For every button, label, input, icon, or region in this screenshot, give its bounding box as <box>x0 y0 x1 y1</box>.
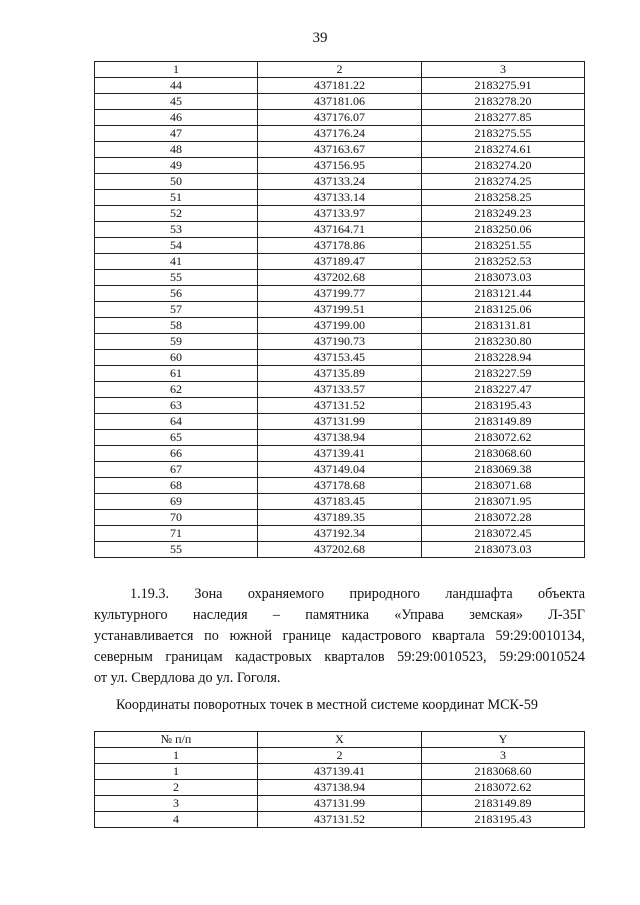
table-cell: 2183072.62 <box>422 780 585 796</box>
table-row <box>95 764 585 780</box>
table-cell: 69 <box>95 494 258 510</box>
table-cell: 2183277.85 <box>422 110 585 126</box>
table-row <box>95 190 585 206</box>
table-cell: 437138.94 <box>258 780 422 796</box>
table-cell: 437176.24 <box>258 126 422 142</box>
table-row <box>95 462 585 478</box>
table-cell: 1 <box>95 764 258 780</box>
table-cell: 2183195.43 <box>422 812 585 828</box>
table-cell: 47 <box>95 126 258 142</box>
table-row <box>95 206 585 222</box>
table-cell: 1 <box>95 748 258 764</box>
paragraph-line: северным границам кадастровых кварталов 59:29:0010523, 59:29:0010524 <box>94 649 585 665</box>
table-row <box>95 446 585 462</box>
table-cell: 41 <box>95 254 258 270</box>
table-row <box>95 334 585 350</box>
table-cell: 437135.89 <box>258 366 422 382</box>
table-row <box>95 366 585 382</box>
table-cell: 55 <box>95 542 258 558</box>
table-cell: 437189.47 <box>258 254 422 270</box>
table-cell: 45 <box>95 94 258 110</box>
table-cell: 2183069.38 <box>422 462 585 478</box>
table-cell: 2183230.80 <box>422 334 585 350</box>
table-cell: 2183072.62 <box>422 430 585 446</box>
table-cell: 63 <box>95 398 258 414</box>
table-cell: 437189.35 <box>258 510 422 526</box>
table-cell: 437183.45 <box>258 494 422 510</box>
table-cell: 51 <box>95 190 258 206</box>
table-cell: 2183258.25 <box>422 190 585 206</box>
table-row <box>95 510 585 526</box>
table-cell: 1 <box>95 62 258 78</box>
table-cell: 437131.52 <box>258 398 422 414</box>
table-cell: 57 <box>95 302 258 318</box>
table-cell: 2183073.03 <box>422 270 585 286</box>
table-cell: 437156.95 <box>258 158 422 174</box>
table-cell: 437176.07 <box>258 110 422 126</box>
table-row <box>95 222 585 238</box>
table-cell: 2183275.91 <box>422 78 585 94</box>
table-cell: 2183149.89 <box>422 796 585 812</box>
table-cell: 437199.77 <box>258 286 422 302</box>
table-cell: 2183131.81 <box>422 318 585 334</box>
table-row <box>95 430 585 446</box>
section-paragraph <box>94 584 585 689</box>
table-cell: 2183249.23 <box>422 206 585 222</box>
table-cell: 437190.73 <box>258 334 422 350</box>
paragraph-line: 1.19.3. Зона охраняемого природного ландшафта объекта <box>130 586 585 602</box>
table-row <box>95 174 585 190</box>
table-cell: 62 <box>95 382 258 398</box>
table-cell: 2183227.47 <box>422 382 585 398</box>
table-cell: 3 <box>422 748 585 764</box>
table-row <box>95 796 585 812</box>
table-cell: 437131.52 <box>258 812 422 828</box>
coordinates-table <box>94 731 585 828</box>
table-cell: 2 <box>258 62 422 78</box>
paragraph-line: культурного наследия – памятника «Управа земская» Л-35Г <box>94 607 585 623</box>
table-cell: 2183071.95 <box>422 494 585 510</box>
table-cell: 66 <box>95 446 258 462</box>
table-cell: 2183274.25 <box>422 174 585 190</box>
table-cell: 437178.86 <box>258 238 422 254</box>
table-cell: X <box>258 732 422 748</box>
table-cell: 2183149.89 <box>422 414 585 430</box>
table-row <box>95 398 585 414</box>
table-cell: 2183278.20 <box>422 94 585 110</box>
page-number: 39 <box>312 30 328 46</box>
table-cell: 65 <box>95 430 258 446</box>
table-cell: 437178.68 <box>258 478 422 494</box>
table-row <box>95 812 585 828</box>
table-header-row <box>95 732 585 748</box>
table-row <box>95 414 585 430</box>
table-row <box>95 478 585 494</box>
table-cell: 437181.06 <box>258 94 422 110</box>
table-cell: 68 <box>95 478 258 494</box>
table-row <box>95 542 585 558</box>
table-cell: 2183228.94 <box>422 350 585 366</box>
paragraph-line: устанавливается по южной границе кадастрового квартала 59:29:0010134, <box>94 628 585 644</box>
table-row <box>95 382 585 398</box>
table-row <box>95 302 585 318</box>
table-cell: 437139.41 <box>258 764 422 780</box>
table-cell: 437133.57 <box>258 382 422 398</box>
table-cell: 2183274.20 <box>422 158 585 174</box>
table-cell: 44 <box>95 78 258 94</box>
table-row <box>95 286 585 302</box>
table-row <box>95 110 585 126</box>
table-cell: 2183068.60 <box>422 446 585 462</box>
table-row <box>95 526 585 542</box>
table-cell: 437133.14 <box>258 190 422 206</box>
table-cell: 61 <box>95 366 258 382</box>
table-row <box>95 142 585 158</box>
table-cell: 437164.71 <box>258 222 422 238</box>
table-cell: 59 <box>95 334 258 350</box>
table-cell: 437149.04 <box>258 462 422 478</box>
table-row <box>95 318 585 334</box>
table-cell: 53 <box>95 222 258 238</box>
table-cell: 70 <box>95 510 258 526</box>
table-cell: 2 <box>95 780 258 796</box>
table-cell: 55 <box>95 270 258 286</box>
table-cell: № п/п <box>95 732 258 748</box>
table-cell: 49 <box>95 158 258 174</box>
paragraph-line: от ул. Свердлова до ул. Гоголя. <box>94 670 281 686</box>
table-cell: 60 <box>95 350 258 366</box>
table-cell: 52 <box>95 206 258 222</box>
table-cell: 2183275.55 <box>422 126 585 142</box>
table-cell: 56 <box>95 286 258 302</box>
table-cell: 437133.97 <box>258 206 422 222</box>
table-cell: 2183195.43 <box>422 398 585 414</box>
table-row <box>95 494 585 510</box>
table-cell: 437163.67 <box>258 142 422 158</box>
table-cell: 437153.45 <box>258 350 422 366</box>
table-cell: 2183252.53 <box>422 254 585 270</box>
table-cell: 437192.34 <box>258 526 422 542</box>
table-cell: 2183072.45 <box>422 526 585 542</box>
table-cell: 54 <box>95 238 258 254</box>
coordinates-heading: Координаты поворотных точек в местной системе координат МСК-59 <box>116 697 538 713</box>
table-header-row <box>95 748 585 764</box>
table-cell: 3 <box>422 62 585 78</box>
table-cell: 2183125.06 <box>422 302 585 318</box>
table-cell: 2183274.61 <box>422 142 585 158</box>
table-cell: 50 <box>95 174 258 190</box>
table-row <box>95 78 585 94</box>
table-cell: 437199.51 <box>258 302 422 318</box>
table-cell: 2183073.03 <box>422 542 585 558</box>
table-cell: 2183068.60 <box>422 764 585 780</box>
table-row <box>95 238 585 254</box>
table-cell: 437202.68 <box>258 542 422 558</box>
table-cell: 437181.22 <box>258 78 422 94</box>
table-cell: Y <box>422 732 585 748</box>
table-row <box>95 254 585 270</box>
coordinates-table-continued <box>94 61 585 558</box>
table-cell: 2183072.28 <box>422 510 585 526</box>
table-row <box>95 780 585 796</box>
table-cell: 437139.41 <box>258 446 422 462</box>
table-cell: 437199.00 <box>258 318 422 334</box>
table-cell: 2 <box>258 748 422 764</box>
table-cell: 4 <box>95 812 258 828</box>
table-cell: 2183251.55 <box>422 238 585 254</box>
table-cell: 437131.99 <box>258 414 422 430</box>
table-row <box>95 158 585 174</box>
table-cell: 437131.99 <box>258 796 422 812</box>
table-row <box>95 350 585 366</box>
table-cell: 71 <box>95 526 258 542</box>
table-cell: 2183071.68 <box>422 478 585 494</box>
table-cell: 437138.94 <box>258 430 422 446</box>
table-cell: 58 <box>95 318 258 334</box>
table-cell: 437202.68 <box>258 270 422 286</box>
table-cell: 2183121.44 <box>422 286 585 302</box>
table-row <box>95 270 585 286</box>
table-cell: 48 <box>95 142 258 158</box>
table-row <box>95 94 585 110</box>
table-cell: 64 <box>95 414 258 430</box>
table-cell: 3 <box>95 796 258 812</box>
table-cell: 67 <box>95 462 258 478</box>
table-cell: 46 <box>95 110 258 126</box>
table-row <box>95 126 585 142</box>
table-cell: 2183250.06 <box>422 222 585 238</box>
table-cell: 2183227.59 <box>422 366 585 382</box>
table-header-row <box>95 62 585 78</box>
table-cell: 437133.24 <box>258 174 422 190</box>
